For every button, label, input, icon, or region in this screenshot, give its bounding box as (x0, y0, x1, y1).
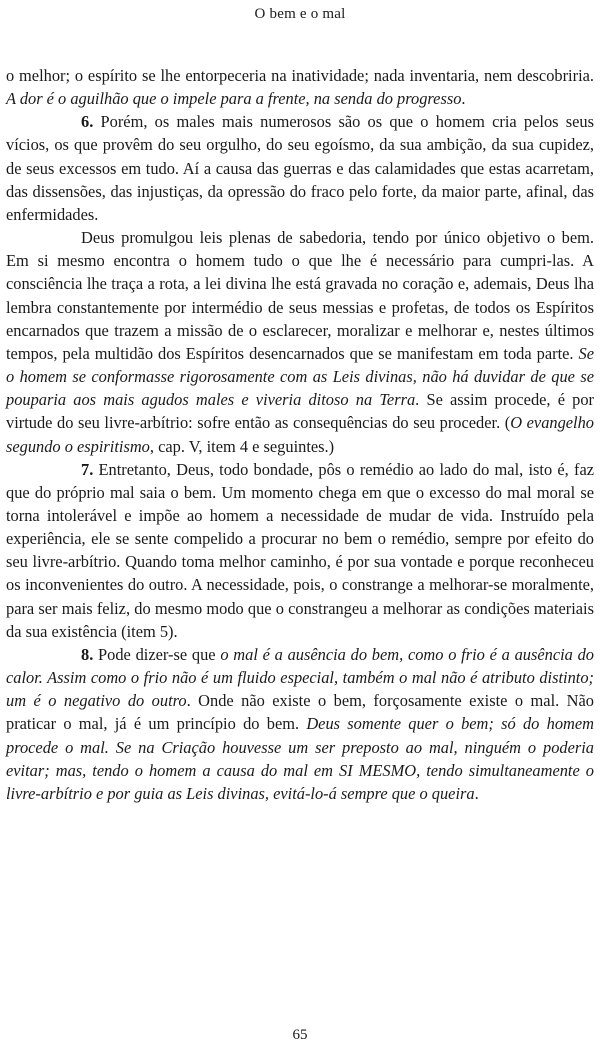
text-run: . (474, 783, 479, 803)
text-run: , cap. V, item 4 e seguintes.) (149, 436, 335, 456)
paragraph (6, 64, 594, 110)
italic-text: Deus somente quer o bem; só do homem procede o mal. Se na Criação houvesse um ser preposto ao mal, ninguém o poderia evitar; mas, tendo o homem a causa do mal em SI MESMO, tendo simultaneamente o livre-arbítrio e por guia as Leis divinas, evitá-lo-á sempre que o queira (6, 714, 594, 803)
italic-text: o mal é a ausência do bem, como o frio é a ausência do calor. Assim como o frio não é um fluido especial, também o mal não é atributo distinto; um é o negativo do outro (6, 644, 594, 711)
text-run: o melhor; o espírito se lhe entorpeceria na inatividade; nada inventaria, nem descobriria. (6, 66, 594, 85)
paragraph (6, 110, 594, 226)
page-number: 65 (292, 1027, 308, 1043)
body-text (6, 64, 594, 805)
text-run: . Onde não existe o bem, forçosamente existe o mal. Não praticar o mal, já é um princípio do bem. (6, 691, 594, 734)
italic-text: A dor é o aguilhão que o impele para a frente, na senda do progresso (6, 89, 462, 109)
paragraph (6, 643, 594, 805)
item-number: 7. (81, 459, 94, 479)
italic-text: O evangelho segundo o espiritismo (6, 413, 594, 456)
item-number: 8. (81, 644, 94, 664)
paragraph (6, 226, 594, 458)
text-run: Porém, os males mais numerosos são os que o homem cria pelos seus vícios, os que provêm do seu orgulho, do seu egoísmo, da sua ambição, da sua cupidez, de seus excessos em tudo. Aí a causa das guerras e das calamidades que estas acarretam, das dissensões, das injustiças, da opressão do fraco pelo forte, da maior parte, afinal, das enfermidades. (6, 112, 594, 224)
italic-text: Se o homem se conformasse rigorosamente com as Leis divinas, não há duvidar de que se pouparia aos mais agudos males e viveria ditoso na Terra (6, 343, 594, 410)
text-run: . Se assim procede, é por virtude do seu livre-arbítrio: sofre então as consequências do seu proceder. ( (6, 390, 594, 433)
text-run: . (461, 89, 466, 109)
paragraph (6, 458, 594, 643)
item-number: 6. (81, 112, 94, 132)
running-head: O bem e o mal (254, 6, 346, 22)
text-run: Pode dizer-se que (93, 644, 221, 664)
text-run: Entretanto, Deus, todo bondade, pôs o remédio ao lado do mal, isto é, faz que do próprio mal saia o bem. Um momento chega em que o excesso do mal moral se torna intolerável e impõe ao homem a necessidade de mudar de vida. Instruído pela experiência, ele se sente compelido a procurar no bem o remédio, sempre por efeito do seu livre-arbítrio. Quando toma melhor caminho, é por sua vontade e porque reconheceu os inconvenientes do outro. A necessidade, pois, o constrange a melhorar-se moralmente, para ser mais feliz, do mesmo modo que o constrangeu a melhorar as condições materiais da sua existência (item 5). (6, 459, 594, 641)
text-run: Deus promulgou leis plenas de sabedoria, tendo por único objetivo o bem. Em si mesmo encontra o homem tudo o que lhe é necessário para cumpri-las. A consciência lhe traça a rota, a lei divina lhe está gravada no coração e, ademais, Deus lha lembra constantemente por intermédio de seus messias e profetas, de todos os Espíritos encarnados que trazem a missão de o esclarecer, moralizar e melhorar e, nestes últimos tempos, pela multidão dos Espíritos desencarnados que se manifestam em toda parte. (6, 228, 594, 363)
